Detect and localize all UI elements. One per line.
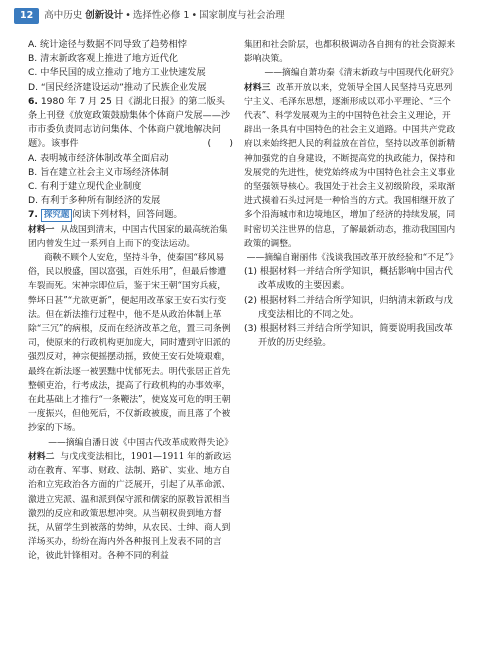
material-1-body: 商鞅不顾个人安危，坚持斗争，使秦国“移风易俗，民以殷盛，国以富强，百姓乐用”，但最后惨遭车裂而死。宋神宗即位后，鉴于宋王朝“国穷兵疲，弊坏日甚”“尤欲更新”，便起用改革家王安石实行变法。但在新法推行过程中，他不是从政治体制上革除“三冗”的病根，反而在经济改革之危，置三司条例司，使原来的行政机构更加庞大，同时遭到守旧派的强烈反对，神宗便摇摆动摇，致使王安石处境艰难，最终在新法逐一被罢黜中忧郁死去。明代张居正首先整顿吏治，行考成法，提高了行政机构的办事效率，在此基础上才推行“一条鞭法”，使岌岌可危的明王朝一度振兴，但他死后，不仅新政被废，而且落了个被抄家的下场。 [28,253,231,434]
material-2-source: ——摘编自萧功秦《清末新政与中国现代化研究》 [264,68,458,79]
sub-question-1: (1) 根据材料一并结合所学知识，概括影响中国古代改革成败的主要因素。 [244,266,453,292]
material-3-text: 改革开放以来，党领导全国人民坚持马克思列宁主义、毛泽东思想，逐渐形成以邓小平理论、“三个代表”、科学发展观为主的中国特色社会主义理论，开辟出一条具有中国特色的社会主义道路。中国共产党政府以来始终把人民的利益放在首位，坚持以改革创新精神加强党的自身建设，不断提高党的执政能力，保持和发展党的先进性，使党始终成为中国特色社会主义事业的坚强领导核心。我国处于社会主义初级阶段，采取渐进式摸着石头过河是一种恰当的方式。我国相继开放了多个沿海城市和边境地区，增加了经济的持续发展，同时密切关注世界的信息，了解最新动态，推动我国国内政策的调整。 [244,82,456,249]
material-2-continued: 集团和社会阶层，也都积极调动各自拥有的社会资源来影响决策。 [244,40,456,65]
subject-label: 高中历史 [44,10,83,21]
chapter-title: 国家制度与社会治理 [199,10,285,21]
left-column [28,38,233,564]
brand-logo: 创新设计 [85,10,124,21]
right-column [244,38,458,350]
q6-option-a: A. 表明城市经济体制改革全面启动 [28,152,169,164]
material-3 [244,81,458,251]
q6-option-c: C. 有利于建立现代企业制度 [28,181,142,193]
q5-option-d: D. “国民经济建设运动”推动了民族企业发展 [28,81,207,93]
material-1-source: ——摘编自潘日波《中国古代改革成败得失论》 [48,437,233,448]
question-7 [28,208,233,222]
material-1-label: 材料一 [28,224,55,235]
material-2-text: 与戊戌变法相比，1901—1911 年的新政运动在教育、军事、财政、法制、路矿、实业、地方自治和立宪政治各方面的广泛展开，引起了从革命派、激进立宪派、温和派到保守派和儒家的原教旨派相当激烈的反应和政策思想冲突。从当朝权贵到地方督抚，从留学生到被落的势绅，从农民、士绅、商人到洋场买办，纷纷在海内外各种报刊上发表不同的言论，彼此针锋相对。各种不同的利益 [28,451,232,562]
q5-option-a: A. 统计途径与数据不同导致了趋势相悖 [28,39,187,50]
sub-question-2: (2) 根据材料二并结合所学知识，归纳清末新政与戊戌变法相比的不同之处。 [244,294,453,320]
material-2-label: 材料二 [28,451,55,462]
material-3-label: 材料三 [244,82,271,93]
answer-paren: ( ) [207,138,233,150]
q6-option-b: B. 旨在建立社会主义市场经济体制 [28,166,169,178]
question-7-stem: 阅读下列材料，回答问题。 [72,209,183,221]
question-6-number: 6. [28,95,38,107]
material-2 [28,450,233,564]
question-7-number: 7. [28,209,38,221]
question-6-stem: 1980 年 7 月 25 日《湖北日报》的第二版头条上刊登《放宽政策鼓励集体个体商户发展——沙市市委负责同志访问集体、个体商户就地解决问题》。该事件 [28,95,231,150]
book-title: 选择性必修 1 [132,10,190,21]
material-3-source: ——摘编自谢丽伟《浅谈我国改革开放经验和“不足”》 [246,253,458,264]
q5-option-c: C. 中华民国的成立推动了地方工业快速发展 [28,67,206,79]
page-number: 12 [14,8,39,24]
inquiry-tag: 探究题 [41,209,73,222]
q6-option-d: D. 有利于多种所有制经济的发展 [28,195,161,207]
sub-question-3: (3) 根据材料三并结合所学知识，简要说明我国改革开放的历史经验。 [244,323,453,349]
material-1-intro [28,223,233,251]
material-1-first: 从战国到清末，中国古代国家的最高统治集团内曾发生过一系列自上而下的变法运动。 [28,224,228,249]
page-header: 12 高中历史 创新设计 • 选择性必修 1 • 国家制度与社会治理 [14,8,466,24]
question-6 [28,95,233,152]
q5-option-b: B. 清末新政客观上推进了地方近代化 [28,53,178,65]
